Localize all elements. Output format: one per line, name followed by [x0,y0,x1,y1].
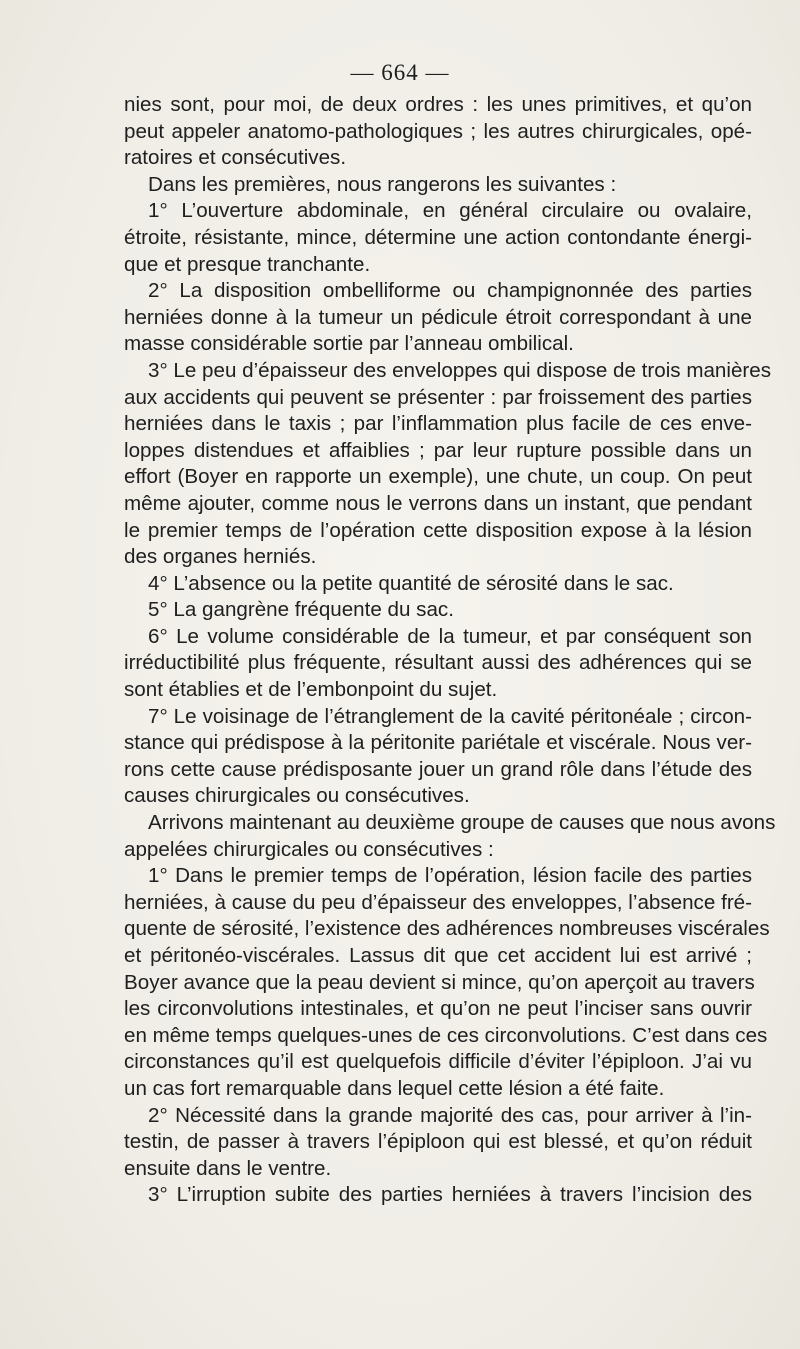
text-line: Dans les premières, nous rangerons les suivantes : [148,172,617,196]
text-line: que et presque tranchante. [124,252,371,276]
text-line: en même temps quelques-unes de ces circonvolutions. C’est dans ces [124,1023,768,1047]
text-line: appelées chirurgicales ou consécutives : [124,837,494,861]
text-line: nies sont, pour moi, de deux ordres : les unes primitives, et qu’on [124,93,752,116]
text-line: des organes herniés. [124,545,317,569]
text-line: 3° Le peu d’épaisseur des enveloppes qui dispose de trois manières [148,358,772,382]
text-line: testin, de passer à travers l’épiploon qui est blessé, et qu’on réduit [124,1130,752,1154]
body-text [124,92,776,1209]
text-line: effort (Boyer en rapporte un exemple), une chute, un coup. On peut [124,465,752,489]
text-line: le premier temps de l’opération cette disposition expose à la lésion [124,518,752,542]
text-line: ratoires et consécutives. [124,146,347,170]
text-line: causes chirurgicales ou consécutives. [124,784,470,808]
text-line: masse considérable sortie par l’anneau ombilical. [124,332,574,356]
text-line: quente de sérosité, l’existence des adhérences nombreuses viscérales [124,917,770,941]
text-line: 6° Le volume considérable de la tumeur, et par conséquent son [148,624,752,648]
text-line: 1° Dans le premier temps de l’opération, lésion facile des parties [148,864,752,888]
text-line: 1° L’ouverture abdominale, en général circulaire ou ovalaire, [148,199,752,223]
text-line: un cas fort remarquable dans lequel cette lésion a été faite. [124,1076,665,1100]
text-line: 4° L’absence ou la petite quantité de sérosité dans le sac. [148,571,674,595]
text-line: étroite, résistante, mince, détermine une action contondante énergi- [124,225,752,249]
text-line: 2° Nécessité dans la grande majorité des cas, pour arriver à l’in- [148,1103,752,1127]
text-line: herniées donne à la tumeur un pédicule étroit correspondant à une [124,305,752,329]
text-line: stance qui prédispose à la péritonite pariétale et viscérale. Nous ver- [124,731,752,755]
text-line: rons cette cause prédisposante jouer un grand rôle dans l’étude des [124,757,752,781]
text-line: Arrivons maintenant au deuxième groupe de causes que nous avons [148,811,776,835]
text-line: herniées, à cause du peu d’épaisseur des enveloppes, l’absence fré- [124,890,752,914]
text-line: 2° La disposition ombelliforme ou champignonnée des parties [148,279,752,303]
text-line: ensuite dans le ventre. [124,1156,332,1180]
text-line: 7° Le voisinage de l’étranglement de la cavité péritonéale ; circon- [148,704,752,728]
text-line: circonstances qu’il est quelquefois difficile d’éviter l’épiploon. J’ai vu [124,1050,752,1074]
text-line: sont établies et de l’embonpoint du sujet. [124,678,498,702]
text-line: Boyer avance que la peau devient si mince, qu’on aperçoit au travers [124,970,755,994]
text-line: même ajouter, comme nous le verrons dans un instant, que pendant [124,491,752,515]
text-line: aux accidents qui peuvent se présenter : par froissement des parties [124,385,752,409]
page-number: — 664 — [350,60,450,85]
text-line: 5° La gangrène fréquente du sac. [148,598,454,622]
text-line: 3° L’irruption subite des parties herniées à travers l’incision des [148,1183,752,1207]
text-line: et péritonéo-viscérales. Lassus dit que cet accident lui est arrivé ; [124,944,752,967]
text-line: irréductibilité plus fréquente, résultant aussi des adhérences qui se [124,651,752,675]
text-line: herniées dans le taxis ; par l’inflammation plus facile de ces enve- [124,412,752,436]
text-line: peut appeler anatomo-pathologiques ; les autres chirurgicales, opé- [124,119,752,143]
text-line: les circonvolutions intestinales, et qu’on ne peut l’inciser sans ouvrir [124,997,752,1021]
text-line: loppes distendues et affaiblies ; par leur rupture possible dans un [124,438,752,462]
